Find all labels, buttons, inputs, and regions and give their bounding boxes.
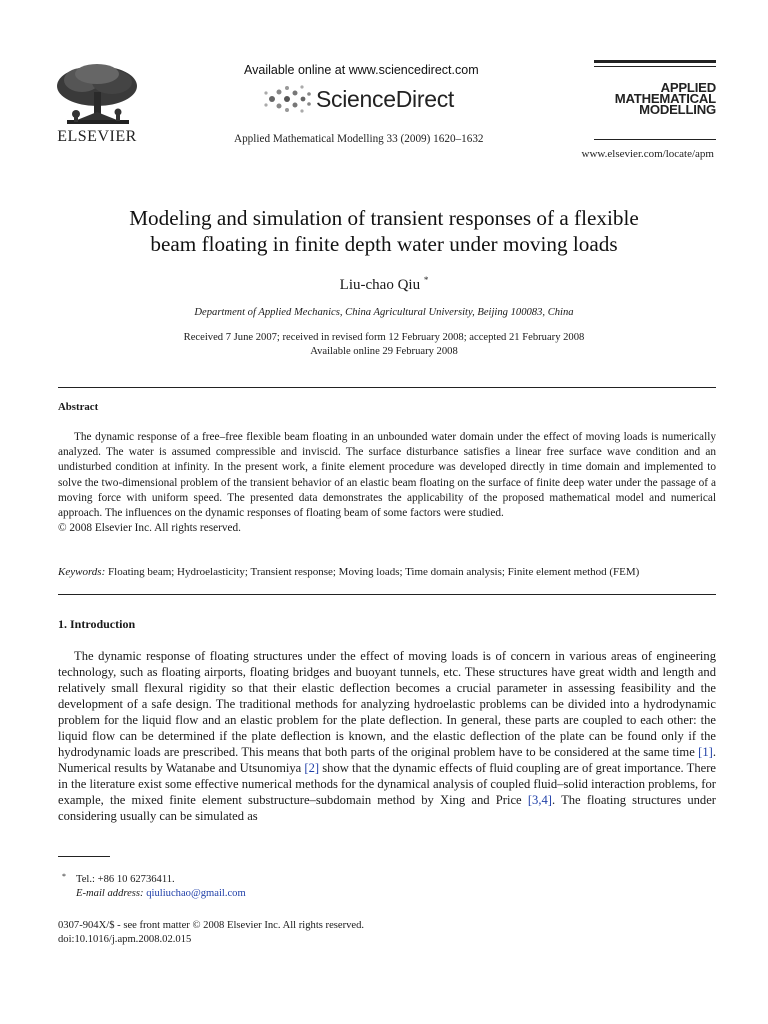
journal-logo-rule	[594, 66, 716, 67]
affiliation: Department of Applied Mechanics, China Agricultural University, Beijing 100083, China	[194, 307, 574, 318]
front-matter	[58, 919, 364, 946]
abstract-copyright: © 2008 Elsevier Inc. All rights reserved.	[58, 522, 242, 535]
title-line: beam floating in finite depth water under moving loads	[150, 232, 618, 256]
sciencedirect-wordmark: ScienceDirect	[316, 85, 454, 112]
footnote-divider	[58, 856, 110, 857]
footnote-email-line	[58, 887, 246, 901]
available-date: Available online 29 February 2008	[310, 345, 458, 357]
journal-logo-title	[588, 83, 716, 116]
title-line: Modeling and simulation of transient responses of a flexible	[129, 206, 639, 230]
elsevier-tree-icon	[52, 62, 142, 130]
section-paragraph	[58, 648, 716, 824]
section-body	[58, 648, 716, 824]
available-online-text: Available online at www.sciencedirect.com	[244, 63, 479, 77]
journal-logo-line: MODELLING	[639, 103, 716, 117]
abstract-heading: Abstract	[58, 401, 99, 413]
journal-logo-rule	[594, 60, 716, 63]
publisher-name: ELSEVIER	[57, 128, 137, 145]
email-label: E-mail address:	[76, 887, 144, 899]
abstract-body	[58, 430, 716, 536]
journal-citation: Applied Mathematical Modelling 33 (2009) 1620–1632	[234, 133, 484, 145]
author-footnote-mark[interactable]: *	[423, 275, 429, 285]
citation-link[interactable]: [1]	[698, 745, 713, 759]
journal-url-link[interactable]: www.elsevier.com/locate/apm	[581, 148, 714, 160]
footnote-tel: Tel.: +86 10 62736411.	[76, 874, 175, 885]
received-dates: Received 7 June 2007; received in revised form 12 February 2008; accepted 21 February 2008	[183, 332, 585, 343]
paragraph-text: show that the dynamic effects of fluid coupling are of great importance. There in the literature exist some effective numerical methods for the dynamical analysis of coupled fluid–solid interaction problems, for example, the mixed finite element substructure–subdomain method by Xing and Price	[58, 761, 717, 807]
section-heading: 1. Introduction	[58, 617, 136, 631]
journal-logo-rule	[594, 139, 716, 140]
journal-logo-line: APPLIED	[660, 81, 716, 95]
paragraph-text: The dynamic response of floating structures under the effect of moving loads is of concern in various areas of engineering technology, such as floating airports, floating bridges and buoyant tunnels, etc. These structures have great width and length and relatively small flexural rigidity so that their elastic deflection becomes a crucial parameter in assessing feasibility and the development of a safe design. The traditional methods for analyzing hydroelastic problems can be divided into a hydrodynamic problem for the liquid flow and an elastic problem for the plate deflection. In general, these parts are coupled to each other: the liquid flow can be determined if the plate deflection is known, and the elastic deflection of the plate can be found only if the hydrodynamic loads are prescribed. This means that both parts of the original problem have to be considered at the same time	[58, 649, 716, 759]
paragraph-text: . The floating structures under considering usually can be simulated as	[58, 793, 716, 823]
footnote-mark: *	[62, 872, 66, 881]
keywords-line	[58, 566, 639, 578]
divider-bottom	[58, 594, 716, 595]
article-dates	[0, 331, 768, 358]
paragraph-text: . Numerical results by Watanabe and Utsunomiya	[58, 745, 716, 775]
author-name: Liu-chao Qiu	[339, 277, 421, 293]
email-link[interactable]: qiuliuchao@gmail.com	[146, 887, 246, 899]
keywords-label: Keywords:	[58, 566, 106, 578]
elsevier-logo	[52, 62, 142, 146]
footnote	[58, 873, 246, 900]
citation-link[interactable]: [3,4]	[527, 793, 552, 807]
sciencedirect-logo	[262, 82, 454, 116]
divider-top	[58, 387, 716, 388]
issn-line: 0307-904X/$ - see front matter © 2008 Elsevier Inc. All rights reserved.	[58, 920, 365, 931]
citation-link[interactable]: [2]	[304, 761, 320, 775]
journal-logo-line: MATHEMATICAL	[614, 92, 716, 106]
author-line	[0, 275, 768, 294]
journal-logo	[594, 60, 716, 140]
article-title	[40, 205, 728, 257]
abstract-text: The dynamic response of a free–free flexible beam floating in an unbounded water domain under the effect of moving loads is numerically analyzed. The water is assumed compressible and inviscid. The surface disturbance satisfies a linear free surface wave condition and an undisturbed condition at infinity. In the present work, a finite element procedure was developed directly in time domain and implemented to solve the two-dimensional problem of the transient behavior of an elastic beam floating on the surface of finite deep water under the passage of a moving force with uniform speed. The presented data demonstrates the applicability of the proposed mathematical model and numerical approach. The influences on the dynamic responses of floating beam of some factors were studied.	[58, 431, 716, 520]
doi-line[interactable]: doi:10.1016/j.apm.2008.02.015	[58, 933, 192, 945]
keywords-list: Floating beam; Hydroelasticity; Transient response; Moving loads; Time domain analysis; Finite element method (FEM)	[108, 566, 640, 578]
sciencedirect-dots-icon	[262, 83, 314, 115]
